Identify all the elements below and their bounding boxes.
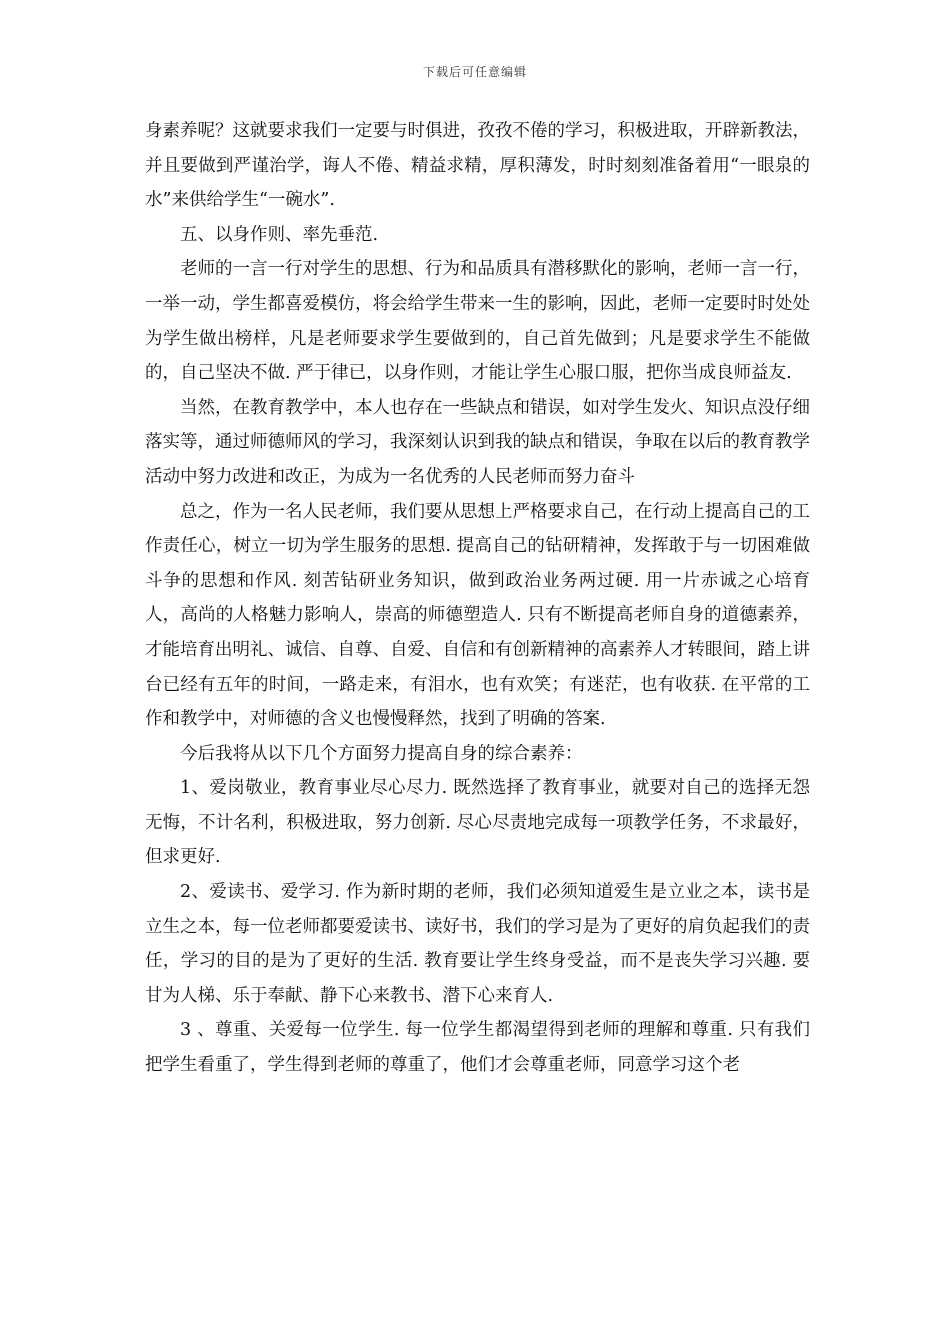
header-note: 下载后可任意编辑 [422, 65, 527, 79]
paragraph-7: 1、爱岗敬业，教育事业尽心尽力. 既然选择了教育事业，就要对自己的选择无怨无悔，不计名利，积极进取，努力创新. 尽心尽责地完成每一项教学任务，不求最好，但求更好. [145, 778, 810, 868]
document-body [145, 114, 810, 1083]
paragraph-1: 身素养呢？这就要求我们一定要与时俱进，孜孜不倦的学习，积极进取，开辟新教法，并且要做到严谨治学，诲人不倦、精益求精，厚积薄发，时时刻刻准备着用“一眼泉的水”来供给学生“一碗水”. [145, 121, 810, 211]
paragraph-6: 今后我将从以下几个方面努力提高自身的综合素养： [180, 743, 583, 764]
paragraph-5: 总之，作为一名人民老师，我们要从思想上严格要求自己，在行动上提高自己的工作责任心，树立一切为学生服务的思想. 提高自己的钻研精神，发挥敢于与一切困难做斗争的思想和作风. 刻苦钻研业务知识，做到政治业务两过硬. 用一片赤诚之心培育人，高尚的人格魅力影响人，崇高的师德塑造人. 只有不断提高老师自身的道德素养，才能培育出明礼、诚信、自尊、自爱、自信和有创新精神的高素养人才转眼间，踏上讲台已经有五年的时间，一路走来，有泪水，也有欢笑；有迷茫，也有收获. 在平常的工作和教学中，对师德的含义也慢慢释然，找到了明确的答案. [145, 501, 810, 730]
paragraph-3: 老师的一言一行对学生的思想、行为和品质具有潜移默化的影响，老师一言一行，一举一动，学生都喜爱模仿，将会给学生带来一生的影响，因此，老师一定要时时处处为学生做出榜样，凡是老师要求学生要做到的，自己首先做到；凡是要求学生不能做的，自己坚决不做. 严于律已，以身作则，才能让学生心服口服，把你当成良师益友. [145, 259, 810, 384]
paragraph-4: 当然，在教育教学中，本人也存在一些缺点和错误，如对学生发火、知识点没仔细落实等，通过师德师风的学习，我深刻认识到我的缺点和错误，争取在以后的教育教学活动中努力改进和改正，为成为一名优秀的人民老师而努力奋斗 [145, 397, 810, 487]
paragraph-8: 2、爱读书、爱学习. 作为新时期的老师，我们必须知道爱生是立业之本，读书是立生之本，每一位老师都要爱读书、读好书，我们的学习是为了更好的肩负起我们的责任，学习的目的是为了更好的生活. 教育要让学生终身受益，而不是丧失学习兴趣. 要甘为人梯、乐于奉献、静下心来教书、潜下心来育人. [145, 882, 810, 1006]
paragraph-9: 3 、尊重、关爱每一位学生. 每一位学生都渴望得到老师的理解和尊重. 只有我们把学生看重了，学生得到老师的尊重了，他们才会尊重老师，同意学习这个老 [145, 1020, 810, 1076]
paragraph-2: 五、以身作则、率先垂范. [180, 224, 379, 245]
